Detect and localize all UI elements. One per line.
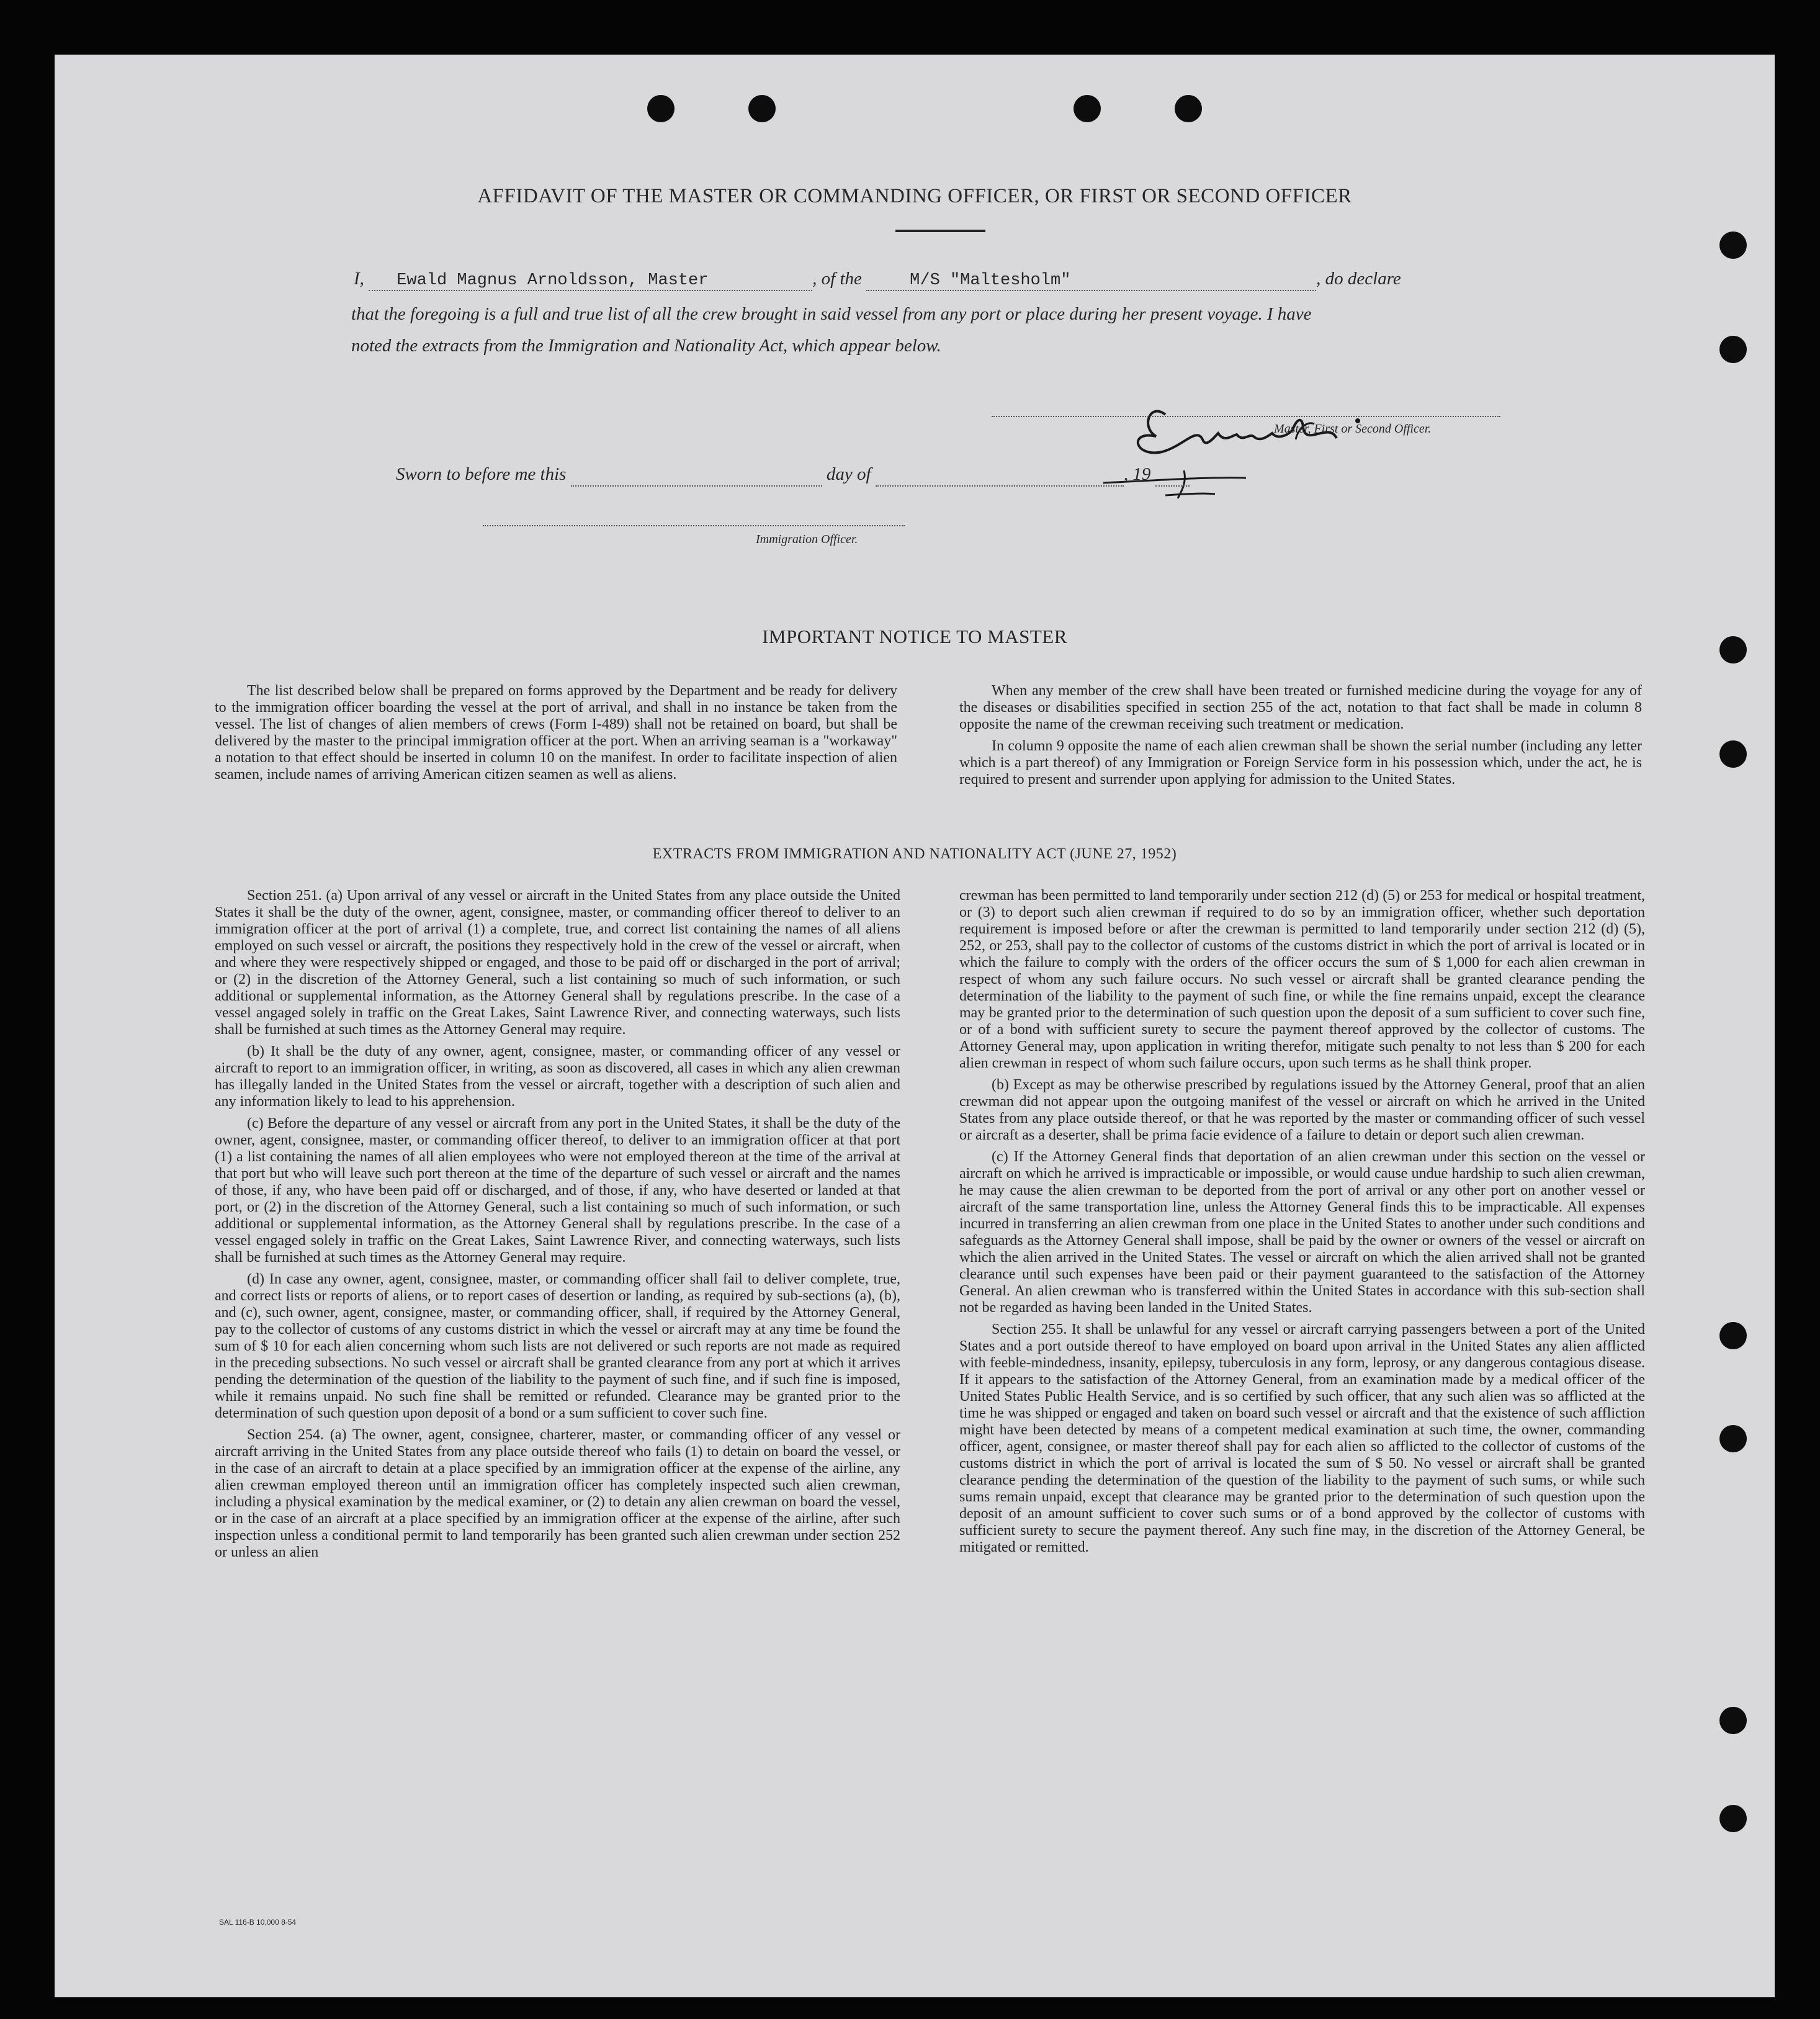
punch-hole <box>1719 232 1747 259</box>
immigration-officer-caption: Immigration Officer. <box>756 533 858 546</box>
punch-hole <box>1719 336 1747 363</box>
sworn-line <box>396 464 1190 487</box>
punch-hole <box>1719 1805 1747 1832</box>
section-255: Section 255. It shall be unlawful for any vessel or aircraft carrying passengers between a port of the United States and a port outside thereof to have employed on board upon arrival in the United States any alien afflicted with feeble-mindedness, insanity, epilepsy, tuberculosis in any form, leprosy, or any dangerous contagious disease. If it appears to the satisfaction of the Attorney General, from an examination made by a medical officer of the United States Public Health Service, and is so certified by such officer, that any such alien was so afflicted at the time he was shipped or engaged and taken on board such vessel or aircraft and that the existence of such affliction might have been detected by means of a competent medical examination at such time, the owner, commanding officer, agent, consignee, or master thereof shall pay for each alien so afflicted to the collector of customs of the customs district in which the port of arrival is located the sum of $ 50. No vessel or aircraft shall be granted clearance pending the determination of the question of the liability to the payment of such sums, or while such sums remain unpaid, except that clearance may be granted prior to the determination of such question upon the deposit of an amount sufficient to cover such sums or of a bond approved by the collector of customs with sufficient surety to secure the payment thereof. Any such fine may, in the discretion of the Attorney General, be mitigated or remitted. <box>959 1321 1645 1555</box>
document-page <box>55 55 1775 1997</box>
punch-hole <box>1175 95 1202 122</box>
punch-hole <box>647 95 675 122</box>
notice-paragraph: The list described below shall be prepared on forms approved by the Department and be ready for delivery to the immigration officer boarding the vessel at the port of arrival, and shall in no instance be taken from the vessel. The list of changes of alien members of crews (Form I-489) shall not be retained on board, but shall be delivered by the master to the principal immigration officer at the port. When an arriving seaman is a "workaway" a notation to that effect should be inserted in column 10 on the manifest. In order to facilitate inspection of alien seamen, include names of arriving American citizen seamen as well as aliens. <box>215 683 897 783</box>
punch-hole <box>748 95 776 122</box>
affidavit-title: AFFIDAVIT OF THE MASTER OR COMMANDING OFFICER, OR FIRST OR SECOND OFFICER <box>477 185 1352 207</box>
notice-title: IMPORTANT NOTICE TO MASTER <box>762 626 1067 647</box>
vessel-name-field: M/S "Maltesholm" <box>866 271 1316 291</box>
declaration-body <box>351 299 1555 362</box>
master-signature <box>1091 377 1438 508</box>
section-251-c: (c) Before the departure of any vessel or aircraft from any port in the United States, it shall be the duty of the owner, agent, consignee, master, or commanding officer thereof, to deliver to an immigration officer at that port (1) a list containing the names of all alien employees who were not employed thereon at the time of the arrival at that port but who will leave such port thereon at the time of the departure of such vessel or aircraft and the names of those, if any, who have been paid off or discharged, and of those, if any, who have deserted or landed at that port, or (2) in the discretion of the Attorney General, such a list containing so much of such information, or such additional or supplemental information, as the Attorney General shall by regulations prescribe. In the case of a vessel engaged solely in traffic on the Great Lakes, Saint Lawrence River, and connecting waterways, such lists shall be furnished at such times as the Attorney General may require. <box>215 1115 900 1266</box>
section-251-b: (b) It shall be the duty of any owner, agent, consignee, master, or commanding officer of any vessel or aircraft to report to an immigration officer, in writing, as soon as discovered, all cases in which any alien crewman has illegally landed in the United States from the vessel or aircraft, together with a description of such alien and any information likely to lead to his apprehension. <box>215 1043 900 1110</box>
declaration-line-2: noted the extracts from the Immigration and Nationality Act, which appear below. <box>351 336 941 356</box>
sworn-year-field <box>1155 467 1190 487</box>
punch-hole <box>1719 1425 1747 1452</box>
punch-hole <box>1719 1707 1747 1734</box>
master-name-field: Ewald Magnus Arnoldsson, Master <box>369 271 812 291</box>
section-251-a: Section 251. (a) Upon arrival of any vessel or aircraft in the United States from any place outside the United States it shall be the duty of the owner, agent, consignee, master, or commanding officer thereof to deliver to an immigration officer at the port of arrival (1) a complete, true, and correct list containing the names of all aliens employed on such vessel or aircraft, the positions they respectively hold in the crew of the vessel or aircraft, when and where they were respectively shipped or engaged, and those to be paid off or discharged in the port of arrival; or (2) in the discretion of the Attorney General, such a list containing so much of such information, or such additional or supplemental information, as the Attorney General shall by regulations prescribe. In the case of a vessel angaged solely in traffic on the Great Lakes, Saint Lawrence River, and connecting waterways, such lists shall be furnished at such times as the Attorney General may require. <box>215 888 900 1038</box>
notice-paragraph: When any member of the crew shall have been treated or furnished medicine during the voyage for any of the diseases or disabilities specified in section 255 of the act, notation to that fact shall be made in column 8 opposite the name of the crewman receiving such treatment or medication. <box>959 683 1642 732</box>
notice-left-column <box>215 683 897 788</box>
notice-paragraph: In column 9 opposite the name of each alien crewman shall be shown the serial number (including any letter which is a part thereof) of any Immigration or Foreign Service form in his possession which, under the act, he is required to present and surrender upon applying for admission to the United States. <box>959 738 1642 788</box>
section-254-a-continued: crewman has been permitted to land temporarily under section 212 (d) (5) or 253 for medical or hospital treatment, or (3) to deport such alien crewman if required to do so by an immigration officer, whether such deportation requirement is imposed before or after the crewman is permitted to land temporarily under section 212 (d) (5), 252, or 253, shall pay to the collector of customs of the customs district in which the port of arrival is located or in which the failure to comply with the orders of the officer occurs the sum of $ 1,000 for each alien crewman in respect of whom any such failure occurs. No such vessel or aircraft shall be granted clearance pending the determination of the liability to the payment of such fine, or while the fine remains unpaid, except the clearance may be granted prior to the determination of such question upon the deposit of a sum sufficient to cover such fine, or of a bond with sufficient surety to secure the payment thereof approved by the collector of customs. The Attorney General may, upon application in writing therefor, mitigate such penalty to not less than $ 200 for each alien crewman in respect of whom such failure occurs, upon such terms as he shall think proper. <box>959 888 1645 1071</box>
title-divider <box>895 230 985 232</box>
section-251-d: (d) In case any owner, agent, consignee, master, or commanding officer shall fail to deliver complete, true, and correct lists or reports of aliens, or to report cases of desertion or landing, as required by sub-sections (a), (b), and (c), such owner, agent, consignee, master, or commanding officer, shall, if required by the Attorney General, pay to the collector of customs of any customs district in which the vessel or aircraft may at any time be found the sum of $ 10 for each alien concerning whom such lists are not delivered or such reports are not made as required in the preceding subsections. No such vessel or aircraft shall be granted clearance from any port at which it arrives pending the determination of the question of the liability to the payment of such fine, and if such fine is imposed, while it remains unpaid. No such fine shall be remitted or refunded. Clearance may be granted prior to the determination of such question upon deposit of a bond or a sum sufficient to cover such fine. <box>215 1271 900 1421</box>
day-of-label: day of <box>826 464 871 484</box>
punch-hole <box>1074 95 1101 122</box>
sworn-label: Sworn to before me this <box>396 464 567 484</box>
declaration-line-1: that the foregoing is a full and true list of all the crew brought in said vessel from any port or place during her present voyage. I have <box>351 304 1312 324</box>
sworn-day-field <box>571 467 822 487</box>
printer-code: SAL 116-B 10,000 8-54 <box>219 1918 297 1927</box>
section-254-c: (c) If the Attorney General finds that deportation of an alien crewman under this section on the vessel or aircraft on which he arrived is impracticable or impossible, or would cause undue hardship to such alien crewman, he may cause the alien crewman to be deported from the port of arrival or any other port on another vessel or aircraft of the same transportation line, unless the Attorney General finds this to be impracticable. All expenses incurred in transferring an alien crewman from one place in the United States to another under such conditions and safeguards as the Attorney General shall impose, shall be paid by the owner or owners of the vessel or aircraft on which the alien arrived in the United States. The vessel or aircraft on which the alien arrived shall not be granted clearance until such expenses have been paid or their payment guaranteed to the satisfaction of the Attorney General. An alien crewman who is transferred within the United States in accordance with this sub-section shall not be regarded as having been landed in the United States. <box>959 1149 1645 1316</box>
notice-right-column <box>959 683 1642 793</box>
signature-line <box>992 416 1500 417</box>
extracts-right-column <box>959 888 1645 1561</box>
do-declare-label: , do declare <box>1316 269 1401 289</box>
sworn-month-field <box>876 467 1124 487</box>
punch-hole <box>1719 1322 1747 1349</box>
immigration-officer-line <box>483 525 905 526</box>
of-the-label: , of the <box>812 269 862 289</box>
year-label: , 19 <box>1123 464 1151 484</box>
declaration-line <box>354 269 1401 291</box>
i-label: I, <box>354 269 364 289</box>
punch-hole <box>1719 740 1747 768</box>
signature-caption: Master, First or Second Officer. <box>1274 422 1432 436</box>
extracts-left-column <box>215 888 900 1566</box>
section-254-a: Section 254. (a) The owner, agent, consignee, charterer, master, or commanding officer of any vessel or aircraft arriving in the United States from any place outside thereof who fails (1) to detain on board the vessel, or in the case of an aircraft to detain at a place specified by an immigration officer at the expense of the airline, any alien crewman employed thereon until an immigration officer has completely inspected such alien crewman, including a physical examination by the medical examiner, or (2) to detain any alien crewman on board the vessel, or in the case of an aircraft at a place specified by an immigration officer at the expense of the airline, after such inspection unless a conditional permit to land temporarily has been granted such alien crewman under section 252 or unless an alien <box>215 1427 900 1560</box>
extracts-title: EXTRACTS FROM IMMIGRATION AND NATIONALITY ACT (JUNE 27, 1952) <box>652 846 1177 862</box>
section-254-b: (b) Except as may be otherwise prescribed by regulations issued by the Attorney General, proof that an alien crewman did not appear upon the outgoing manifest of the vessel or aircraft on which he arrived in the United States from any place outside thereof, or that he was reported by the master or commanding officer of such vessel or aircraft as a deserter, shall be prima facie evidence of a failure to detain or deport such alien crewman. <box>959 1077 1645 1143</box>
